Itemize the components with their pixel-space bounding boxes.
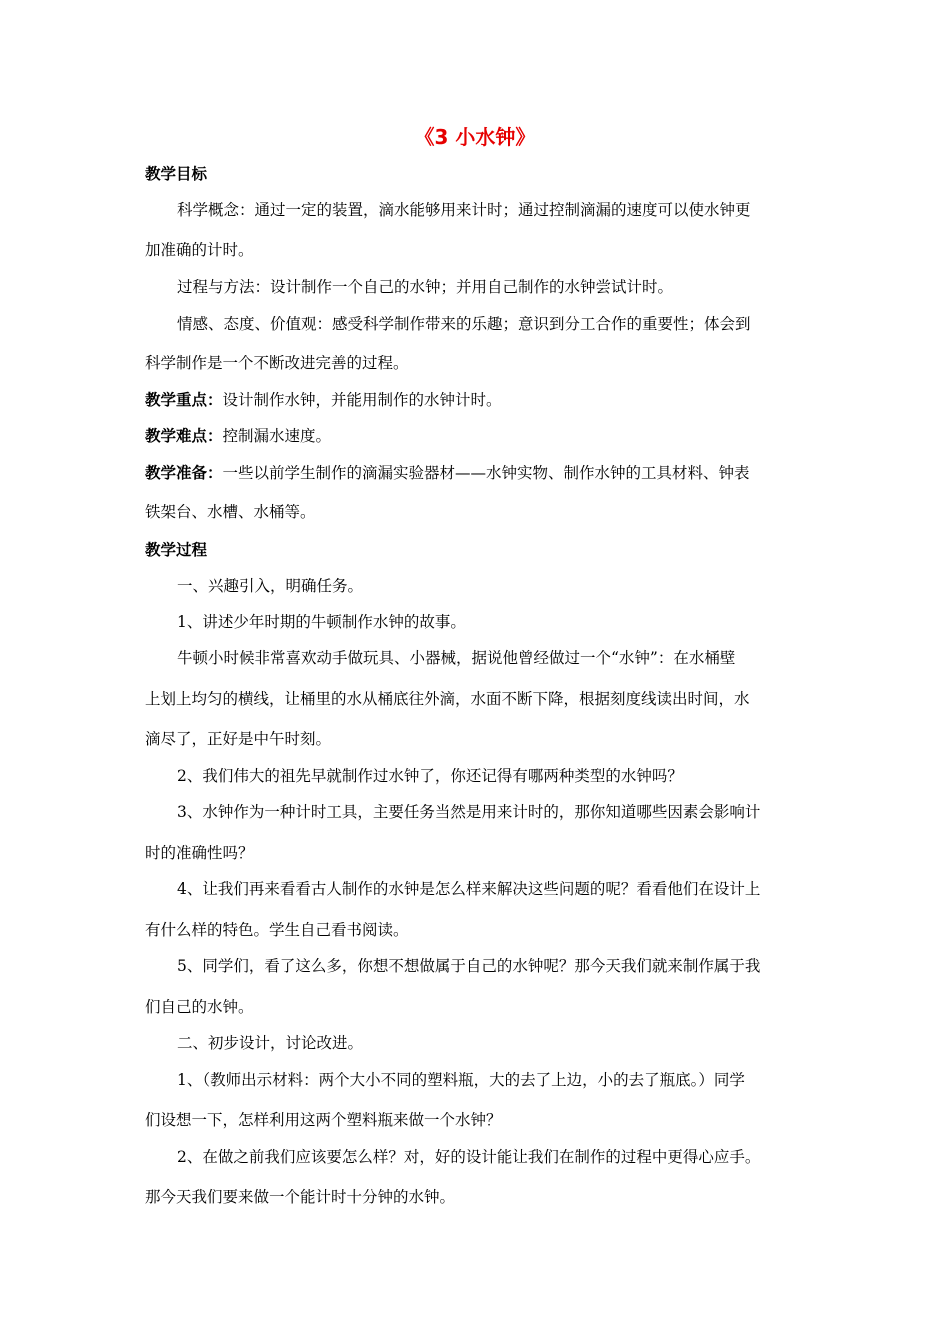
process-line: 2、我们伟大的祖先早就制作过水钟了，你还记得有哪两种类型的水钟吗？ <box>177 767 683 785</box>
goals-heading: 教学目标 <box>145 165 208 183</box>
prep-line-1 <box>145 461 810 485</box>
goal-concept-line-1: 科学概念：通过一定的装置，滴水能够用来计时；通过控制滴漏的速度可以使水钟更 <box>177 201 751 219</box>
goal-attitude-line-2: 科学制作是一个不断改进完善的过程。 <box>145 354 409 372</box>
process-line: 滴尽了，正好是中午时刻。 <box>145 730 332 748</box>
goal-method-line: 过程与方法：设计制作一个自己的水钟；并用自己制作的水钟尝试计时。 <box>177 278 674 296</box>
process-line: 牛顿小时候非常喜欢动手做玩具、小器械，据说他曾经做过一个“水钟”：在水桶壁 <box>177 649 736 667</box>
process-heading: 教学过程 <box>145 541 208 559</box>
process-line: 一、兴趣引入，明确任务。 <box>177 577 364 595</box>
process-line: 那今天我们要来做一个能计时十分钟的水钟。 <box>145 1188 456 1206</box>
process-line: 1、（教师出示材料：两个大小不同的塑料瓶，大的去了上边，小的去了瓶底。）同学 <box>177 1071 745 1089</box>
goal-attitude-line-1: 情感、态度、价值观：感受科学制作带来的乐趣；意识到分工合作的重要性；体会到 <box>177 315 751 333</box>
process-line: 4、让我们再来看看古人制作的水钟是怎么样来解决这些问题的呢？看看他们在设计上 <box>177 880 761 898</box>
process-line: 有什么样的特色。学生自己看书阅读。 <box>145 921 409 939</box>
difficulty-line <box>145 424 810 448</box>
process-line: 们自己的水钟。 <box>145 998 254 1016</box>
process-line: 们设想一下，怎样利用这两个塑料瓶来做一个水钟？ <box>145 1111 502 1129</box>
process-line: 2、在做之前我们应该要怎么样？对，好的设计能让我们在制作的过程中更得心应手。 <box>177 1148 761 1166</box>
difficulty-text: 控制漏水速度。 <box>222 427 332 445</box>
goal-concept-line-2: 加准确的计时。 <box>145 241 254 259</box>
key-point-line <box>145 388 810 412</box>
prep-label: 教学准备： <box>145 464 223 482</box>
process-line: 时的准确性吗？ <box>145 844 254 862</box>
key-point-text: 设计制作水钟，并能用制作的水钟计时。 <box>222 391 502 409</box>
process-line: 上划上均匀的横线，让桶里的水从桶底往外滴，水面不断下降，根据刻度线读出时间，水 <box>145 690 750 708</box>
difficulty-label: 教学难点： <box>145 427 223 445</box>
process-line: 3、水钟作为一种计时工具，主要任务当然是用来计时的，那你知道哪些因素会影响计 <box>177 803 761 821</box>
key-point-label: 教学重点： <box>145 391 223 409</box>
process-line: 1、讲述少年时期的牛顿制作水钟的故事。 <box>177 613 466 631</box>
page-title: 《3 小水钟》 <box>414 125 536 149</box>
prep-line-2: 铁架台、水槽、水桶等。 <box>145 503 316 521</box>
process-line: 5、同学们，看了这么多，你想不想做属于自己的水钟呢？那今天我们就来制作属于我 <box>177 957 761 975</box>
process-line: 二、初步设计，讨论改进。 <box>177 1034 364 1052</box>
prep-text-1: 一些以前学生制作的滴漏实验器材——水钟实物、制作水钟的工具材料、钟表 <box>222 464 750 482</box>
